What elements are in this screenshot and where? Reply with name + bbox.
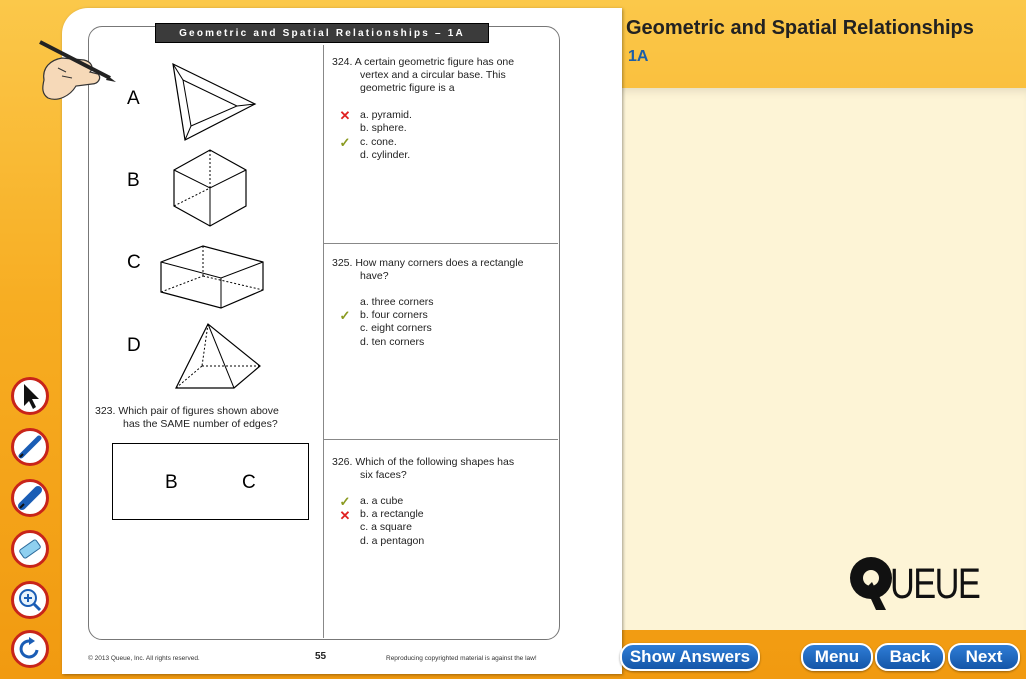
q325-choice-a: a. three corners <box>360 296 434 308</box>
q325-choice-c: c. eight corners <box>360 322 432 334</box>
q324-choice-d: d. cylinder. <box>360 149 411 161</box>
figure-label-a: A <box>127 88 140 109</box>
q326-choice-b: b. a rectangle <box>360 508 424 520</box>
zoom-tool-button[interactable] <box>11 581 49 619</box>
worksheet-page <box>88 26 560 640</box>
q326-choice-d: d. a pentagon <box>360 535 425 547</box>
eraser-icon <box>17 536 43 562</box>
q323-answer-right: C <box>242 472 256 493</box>
eraser-tool-button[interactable] <box>11 530 49 568</box>
menu-button[interactable]: Menu <box>801 643 873 671</box>
column-divider <box>323 45 324 638</box>
triangular-prism-figure <box>165 60 261 144</box>
worksheet-header: Geometric and Spatial Relationships – 1A <box>155 23 489 43</box>
hand-pencil-icon <box>36 38 118 104</box>
content-panel <box>622 88 1026 630</box>
row-divider <box>323 439 558 440</box>
q324-choice-b: b. sphere. <box>360 122 407 134</box>
pen-blue-icon <box>17 434 43 460</box>
check-mark-icon: ✓ <box>339 308 351 323</box>
pen-fat-icon <box>17 485 43 511</box>
figure-label-c: C <box>127 252 141 273</box>
q324-choice-c: c. cone. <box>360 136 397 148</box>
q323-answer-box <box>112 443 309 520</box>
rectangular-prism-figure <box>157 242 269 312</box>
wrong-mark-icon: ✕ <box>339 108 351 123</box>
q325-choice-b: b. four corners <box>360 309 428 321</box>
q326-choice-c: c. a square <box>360 521 412 533</box>
q325-text-line2: have? <box>360 270 389 282</box>
panel-title: Geometric and Spatial Relationships <box>626 17 974 39</box>
q325-text-line1: 325. How many corners does a rectangle <box>332 257 524 269</box>
show-answers-button[interactable]: Show Answers <box>620 643 760 671</box>
pointer-icon <box>18 382 42 410</box>
logo-text: UEUE <box>890 560 980 608</box>
footer-notice: Reproducing copyrighted material is against the law! <box>386 655 537 662</box>
wrong-mark-icon: ✕ <box>339 508 351 523</box>
queue-logo-icon <box>848 548 894 618</box>
q323-text-line2: has the SAME number of edges? <box>123 418 278 430</box>
q324-text-line1: 324. A certain geometric figure has one <box>332 56 515 68</box>
q323-answer-left: B <box>165 472 178 493</box>
refresh-icon <box>17 636 43 662</box>
figure-label-b: B <box>127 170 140 191</box>
figure-label-d: D <box>127 335 141 356</box>
zoom-in-icon <box>17 587 43 613</box>
q324-text-line2: vertex and a circular base. This <box>360 69 506 81</box>
q326-text-line1: 326. Which of the following shapes has <box>332 456 515 468</box>
cube-figure <box>170 148 250 230</box>
next-button[interactable]: Next <box>948 643 1020 671</box>
refresh-tool-button[interactable] <box>11 630 49 668</box>
q324-choice-a: a. pyramid. <box>360 109 412 121</box>
page-number: 55 <box>315 651 327 662</box>
q325-choice-d: d. ten corners <box>360 336 425 348</box>
check-mark-icon: ✓ <box>339 494 351 509</box>
row-divider <box>323 243 558 244</box>
square-pyramid-figure <box>172 320 264 392</box>
q326-text-line2: six faces? <box>360 469 407 481</box>
q324-text-line3: geometric figure is a <box>360 82 455 94</box>
check-mark-icon: ✓ <box>339 135 351 150</box>
q326-choice-a: a. a cube <box>360 495 404 507</box>
pen-tool-button[interactable] <box>11 428 49 466</box>
q323-text-line1: 323. Which pair of figures shown above <box>95 405 279 417</box>
pointer-tool-button[interactable] <box>11 377 49 415</box>
marker-tool-button[interactable] <box>11 479 49 517</box>
back-button[interactable]: Back <box>875 643 945 671</box>
footer-copyright: © 2013 Queue, Inc. All rights reserved. <box>88 655 200 662</box>
panel-subtitle: 1A <box>628 48 649 65</box>
